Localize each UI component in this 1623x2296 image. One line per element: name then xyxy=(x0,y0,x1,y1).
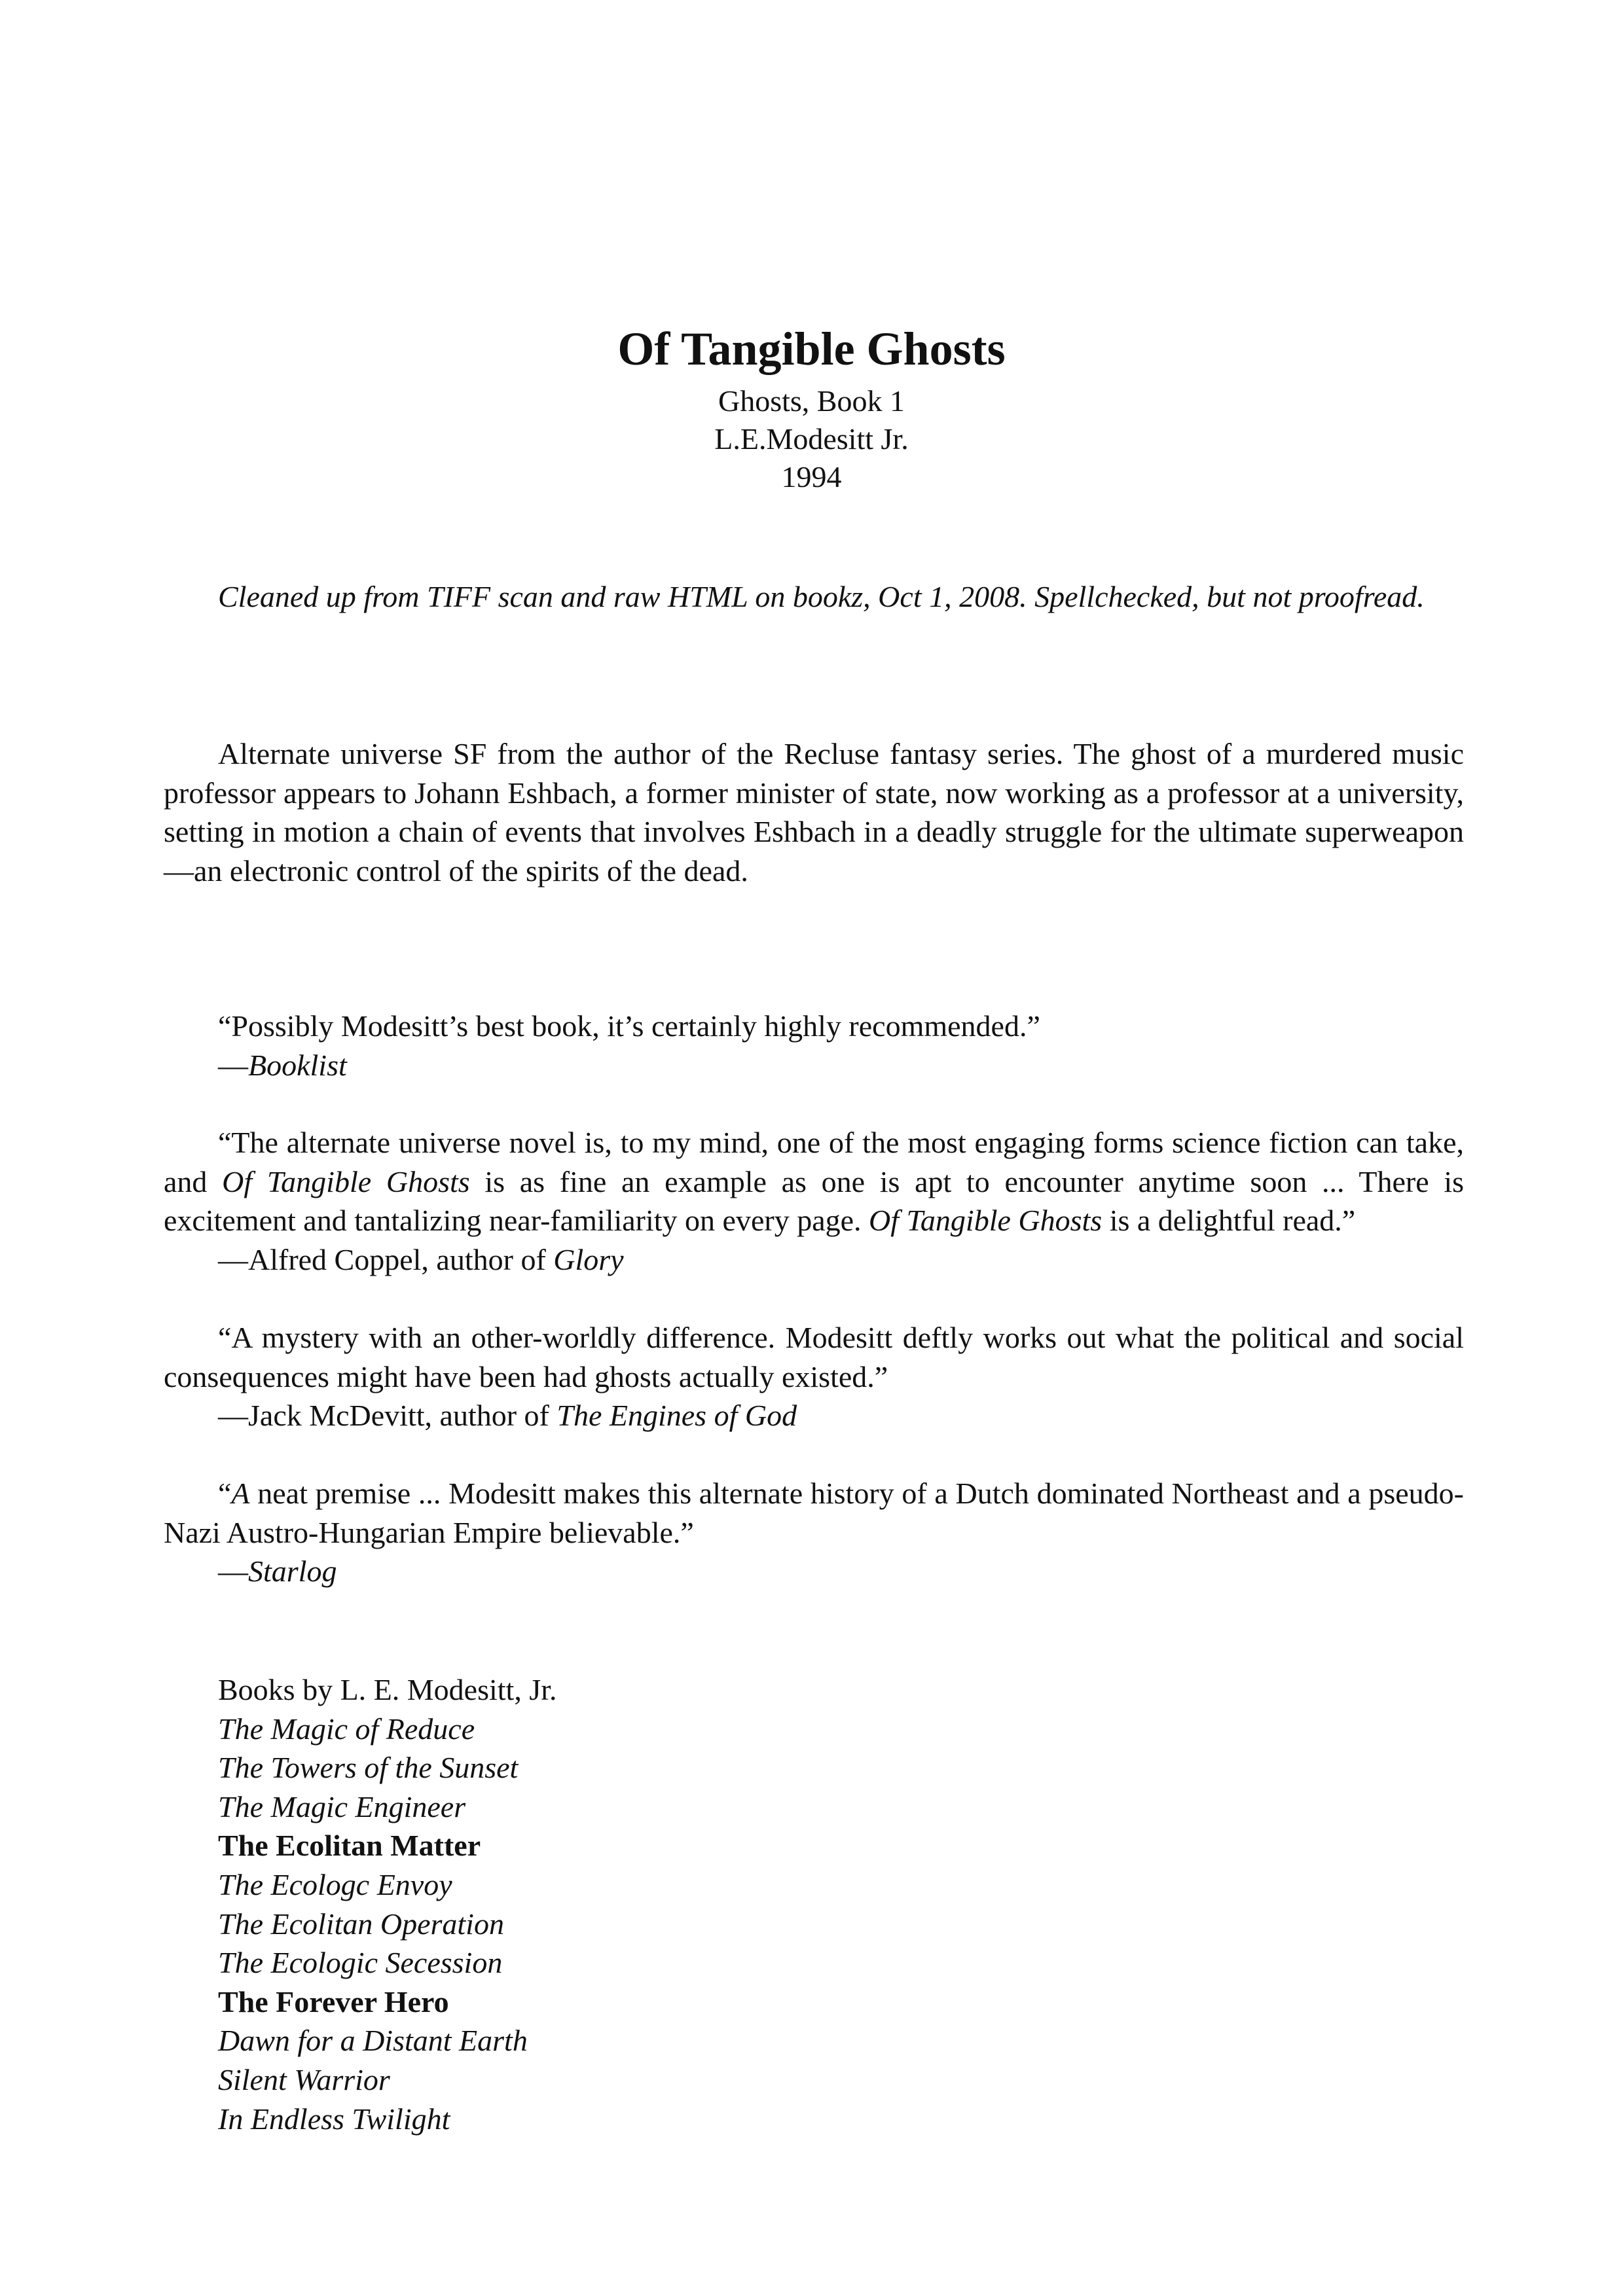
scan-note: Cleaned up from TIFF scan and raw HTML on bookz, Oct 1, 2008. Spellchecked, but not proofread. xyxy=(218,580,1425,613)
quote-4-lead: A xyxy=(231,1477,250,1510)
book-item: The Ecolitan Matter xyxy=(218,1829,481,1863)
quote-1-attribution xyxy=(218,1046,1462,1085)
quote-4-dash: — xyxy=(218,1554,248,1588)
quote-2-part-1: “The alternate universe novel is, to my mind, one of the most engaging forms science fiction can take, and xyxy=(164,1126,1464,1198)
quote-1-dash: — xyxy=(218,1049,248,1082)
quote-2-attribution xyxy=(218,1240,1462,1280)
book-item: The Ecolitan Operation xyxy=(218,1907,504,1941)
books-by-author-list xyxy=(218,1670,1396,2138)
quote-4-text xyxy=(164,1474,1464,1552)
book-item: The Magic of Reduce xyxy=(218,1712,475,1746)
book-title: Of Tangible Ghosts xyxy=(617,323,1006,375)
book-item: In Endless Twilight xyxy=(218,2102,450,2136)
quote-3-text: “A mystery with an other-worldly difference. Modesitt deftly works out what the political and social consequences might have been had ghosts actually existed.” xyxy=(164,1321,1464,1393)
books-heading: Books by L. E. Modesitt, Jr. xyxy=(218,1673,557,1706)
quote-1-text: “Possibly Modesitt’s best book, it’s certainly highly recommended.” xyxy=(218,1009,1040,1043)
series-line: Ghosts, Book 1 xyxy=(718,384,905,418)
quote-2-part-2: is as fine an example as one is apt to encounter anytime soon ... There is excitement and tantalizing near-familiarity on every page. xyxy=(164,1164,1465,1237)
quote-4-attribution xyxy=(218,1552,1462,1591)
book-item: The Ecologc Envoy xyxy=(218,1867,452,1901)
book-item: The Towers of the Sunset xyxy=(218,1751,519,1785)
book-item: The Forever Hero xyxy=(218,1984,449,2018)
year-line: 1994 xyxy=(781,460,842,493)
synopsis: Alternate universe SF from the author of the Recluse fantasy series. The ghost of a murdered music professor appears to Johann Eshbach, a former minister of state, now working as a professor at a university, setting in motion a chain of events that involves Eshbach in a deadly struggle for the ultimate superweapon—an electronic control of the spirits of the dead. xyxy=(164,737,1464,888)
quote-2-book-title-1: Of Tangible Ghosts xyxy=(222,1164,470,1198)
quote-3-work: The Engines of God xyxy=(556,1399,797,1432)
book-item: The Ecologic Secession xyxy=(218,1946,503,1980)
quote-4-source: Starlog xyxy=(248,1554,337,1588)
quote-1-source: Booklist xyxy=(248,1049,347,1082)
quote-3-author: —Jack McDevitt, author of xyxy=(218,1399,557,1432)
quote-4-body: neat premise ... Modesitt makes this alternate history of a Dutch dominated Northeast and a pseudo-Nazi Austro-Hungarian Empire believable.” xyxy=(164,1477,1464,1549)
book-item: Silent Warrior xyxy=(218,2062,390,2096)
quote-3-attribution xyxy=(218,1396,1462,1435)
quote-2-text xyxy=(164,1123,1464,1240)
quote-4-open: “ xyxy=(218,1477,232,1510)
book-item: Dawn for a Distant Earth xyxy=(218,2024,528,2058)
author-line: L.E.Modesitt Jr. xyxy=(714,422,909,456)
quote-2-part-3: is a delightful read.” xyxy=(1102,1204,1356,1237)
quote-2-book-title-2: Of Tangible Ghosts xyxy=(869,1204,1103,1237)
quote-2-author: —Alfred Coppel, author of xyxy=(218,1243,554,1276)
book-item: The Magic Engineer xyxy=(218,1789,466,1823)
quote-2-work: Glory xyxy=(553,1243,624,1276)
